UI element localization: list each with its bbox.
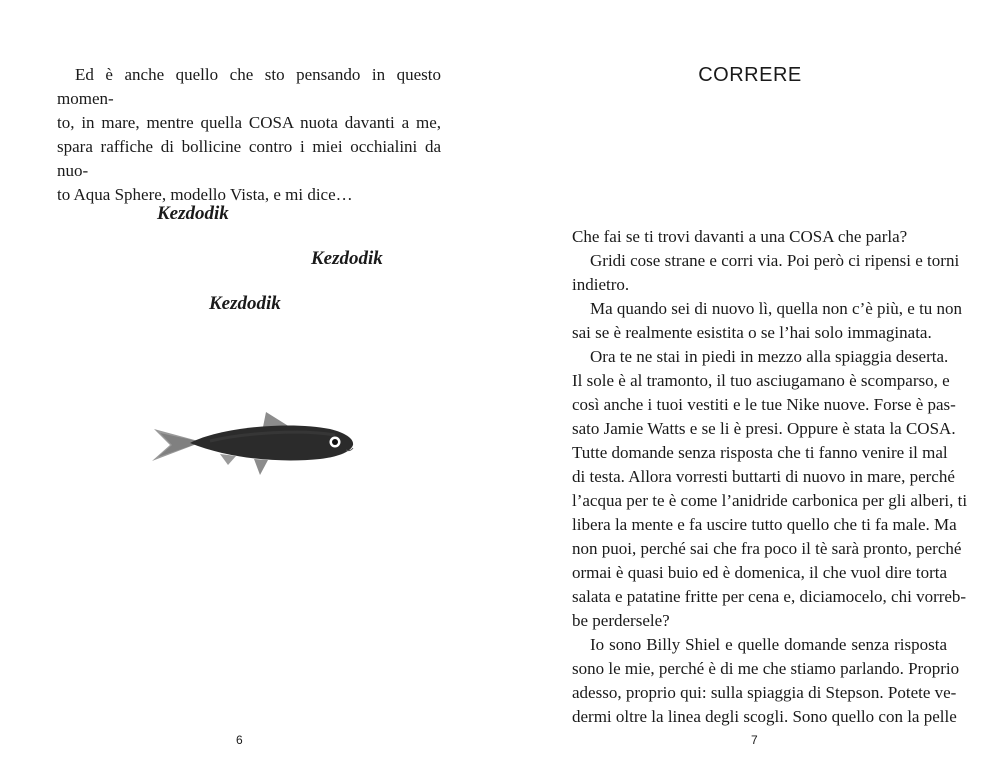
text-line: di testa. Allora vorresti buttarti di nuovo in mare, perché bbox=[572, 467, 955, 486]
text-line: dermi oltre la linea degli scogli. Sono quello con la pelle bbox=[572, 707, 957, 726]
left-paragraph bbox=[57, 63, 441, 207]
text-line: Io sono Billy Shiel e quelle domande senza risposta bbox=[590, 635, 947, 654]
text-line: Ma quando sei di nuovo lì, quella non c’è più, e tu non bbox=[590, 299, 963, 318]
page-number: 6 bbox=[236, 733, 243, 747]
text-line: adesso, proprio qui: sulla spiaggia di Stepson. Potete ve- bbox=[572, 683, 957, 702]
right-paragraphs bbox=[572, 225, 968, 729]
kezdodik-word: Kezdodik bbox=[311, 248, 383, 269]
text-line: Tutte domande senza risposta che ti fanno venire il mal bbox=[572, 443, 948, 462]
text-line: così anche i tuoi vestiti e le tue Nike nuove. Forse è pas- bbox=[572, 395, 956, 414]
text-line: sato Jamie Watts e se li è presi. Oppure è stata la COSA. bbox=[572, 419, 956, 438]
text-line: l’acqua per te è come l’anidride carbonica per gli alberi, ti bbox=[572, 491, 968, 510]
text-line: to, in mare, mentre quella COSA nuota davanti a me, bbox=[57, 113, 441, 132]
fish-icon bbox=[150, 405, 360, 480]
text-line: Il sole è al tramonto, il tuo asciugamano è scomparso, e bbox=[572, 371, 950, 390]
text-line: Ora te ne stai in piedi in mezzo alla spiaggia deserta. bbox=[590, 347, 949, 366]
page-number: 7 bbox=[751, 733, 758, 747]
text-line: Ed è anche quello che sto pensando in questo momen- bbox=[57, 65, 441, 108]
text-line: to Aqua Sphere, modello Vista, e mi dice… bbox=[57, 185, 353, 204]
kezdodik-word: Kezdodik bbox=[157, 203, 229, 224]
text-line: sono le mie, perché è di me che stiamo parlando. Proprio bbox=[572, 659, 960, 678]
text-line: Gridi cose strane e corri via. Poi però ci ripensi e torni bbox=[590, 251, 960, 270]
text-line: salata e patatine fritte per cena e, diciamocelo, chi vorreb- bbox=[572, 587, 967, 606]
text-line: non puoi, perché sai che fra poco il tè sarà pronto, perché bbox=[572, 539, 962, 558]
kezdodik-word: Kezdodik bbox=[209, 293, 281, 314]
text-line: ormai è quasi buio ed è domenica, il che vuol dire torta bbox=[572, 563, 947, 582]
right-page bbox=[500, 0, 1000, 781]
text-line: libera la mente e fa uscire tutto quello che ti fa male. Ma bbox=[572, 515, 957, 534]
text-line: be perdersele? bbox=[572, 611, 670, 630]
text-line: spara raffiche di bollicine contro i miei occhialini da nuo- bbox=[57, 137, 441, 180]
chapter-title: CORRERE bbox=[698, 64, 802, 86]
text-line: sai se è realmente esistita o se l’hai solo immaginata. bbox=[572, 323, 932, 342]
text-line: indietro. bbox=[572, 275, 630, 294]
text-line: Che fai se ti trovi davanti a una COSA che parla? bbox=[572, 227, 908, 246]
